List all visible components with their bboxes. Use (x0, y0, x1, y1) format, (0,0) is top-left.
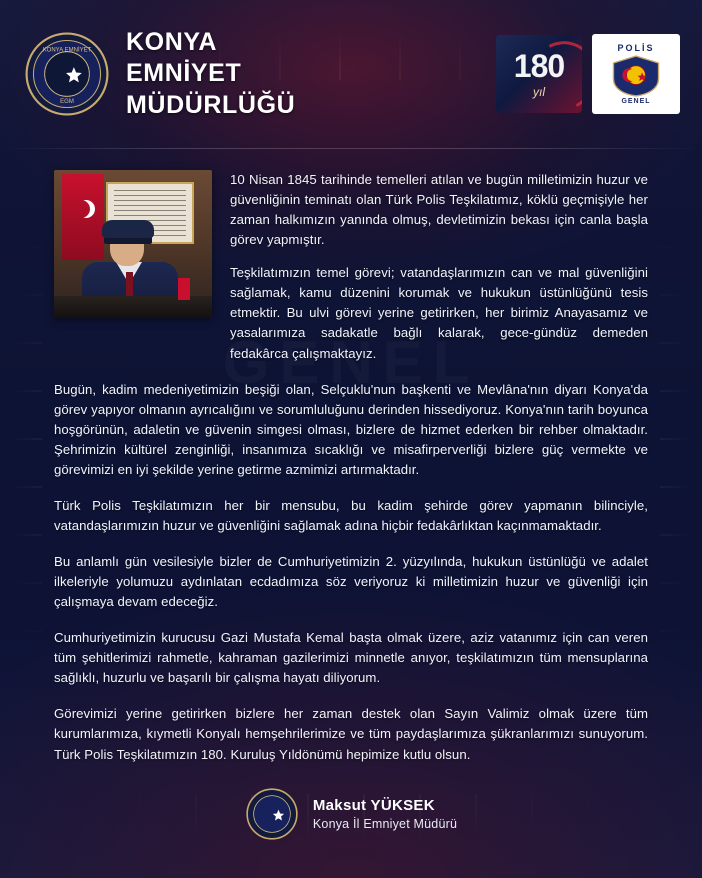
flag-crescent-icon (72, 200, 90, 218)
signatory-title: Konya İl Emniyet Müdürü (312, 817, 458, 832)
signature-block (54, 787, 648, 847)
officer-portrait-photo (54, 170, 212, 318)
anniversary-badge-icon (496, 35, 582, 113)
officer-cap (102, 220, 154, 238)
intro-block (54, 170, 648, 364)
main-paragraphs (54, 380, 648, 765)
polis-logo-top-text: POLİS (617, 43, 655, 53)
paragraph-4: Cumhuriyetimizin kurucusu Gazi Mustafa Kemal başta olmak üzere, aziz vatanımız için can veren tüm şehitlerimizi rahmetle, kahraman gazilerimizi minnetle anıyor, teşkilatımızın tüm mensuplarına sağlıklı, huzurlu ve başarılı bir çalışma hayatı diliyorum. (54, 630, 648, 686)
paragraph-1: Bugün, kadim medeniyetimizin beşiği olan, Selçuklu'nun başkenti ve Mevlâna'nın diyarı Konya'da görev yapıyor olmanın ayrıcalığını ve sorumluluğunu derinden hissediyoruz. Konya'nın tarih boyunca hoşgörünün, adaletin ve güvenin simgesi olması, bizlere de hizmet ederken bir rehber olmaktadır. Şehrimizin kültürel zenginliği, insanımıza sıcaklığı ve misafirperverliği bizlere güç vermekte ve görevimizi en iyi şekilde yerine getirme azmimizi artırmaktadır. (54, 381, 648, 477)
paragraph-3: Bu anlamlı gün vesilesiyle bizler de Cumhuriyetimizin 2. yüzyılında, hukukun üstünlüğü ve adalet ilkeleriyle yolumuzu aydınlatan ecdadımıza söz veriyoruz ki milletimizin huzur ve güvenliği için çalışmaya devam edeceğiz. (54, 554, 648, 610)
desk-mini-flag-icon (178, 278, 190, 300)
officer-tie (126, 272, 133, 298)
header-right-group (496, 34, 680, 114)
message-content (0, 148, 702, 847)
turkish-flag-icon (62, 174, 104, 260)
intro-paragraphs (230, 170, 648, 364)
turkish-police-emblem-icon (24, 31, 110, 117)
paragraph-intro-1: 10 Nisan 1845 tarihinde temelleri atılan ve bugün milletimizin huzur ve güvenliğinin teminatı olan Türk Polis Teşkilatımız, köklü geçmişiyle her zaman halkımızın yanında olmuş, devletimizin bekası için canla başla görev yapmıştır. (230, 172, 648, 248)
page-title (126, 27, 295, 122)
paragraph-5: Görevimizi yerine getirirken bizlere her zaman destek olan Sayın Valimiz olmak üzere tüm kurumlarımıza, kıymetli Konyalı hemşehrilerimize ve tüm paydaşlarımıza şükranlarımızı sunuyorum. Türk Polis Teşkilatımızın 180. Kuruluş Yıldönümü hepimize kutlu olsun. (54, 706, 648, 762)
paragraph-intro-2: Teşkilatımızın temel görevi; vatandaşlarımızın can ve mal güvenliğini sağlamak, kamu düzenini korumak ve hukukun üstünlüğünü tesis etmektir. Bu ulvi görevi yerine getirirken, her birimiz Anayasamız ve yasalarımıza sadakatle bağlı kalarak, gece-gündüz demeden fedakârca çalışmaktayız. (230, 265, 648, 361)
poster-header (0, 0, 702, 148)
anniversary-label: yıl (533, 84, 545, 99)
svg-text:EGM: EGM (60, 99, 74, 106)
header-title-line-1: KONYA (126, 27, 217, 56)
header-title-line-2: EMNİYET (126, 59, 242, 88)
anniversary-number: 180 (513, 47, 565, 84)
polis-logo-bottom-text: GENEL (621, 98, 651, 105)
polis-general-directorate-logo-icon (592, 34, 680, 114)
signatory-name: Maksut YÜKSEK (312, 796, 435, 814)
signature-text (313, 796, 457, 832)
header-left-group (24, 27, 496, 122)
svg-text:KONYA EMNİYET: KONYA EMNİYET (42, 47, 92, 54)
polis-logo-crest (610, 54, 662, 98)
paragraph-2: Türk Polis Teşkilatımızın her bir mensubu, bu kadim şehirde görev yapmanın bilinciyle, vatandaşlarımızın huzur ve güvenliğini sağlamak adına hiçbir fedakârlıktan kaçınmamaktadır. (54, 497, 648, 533)
police-emblem-small-icon (245, 787, 299, 841)
header-title-line-3: MÜDÜRLÜĞÜ (126, 90, 296, 119)
